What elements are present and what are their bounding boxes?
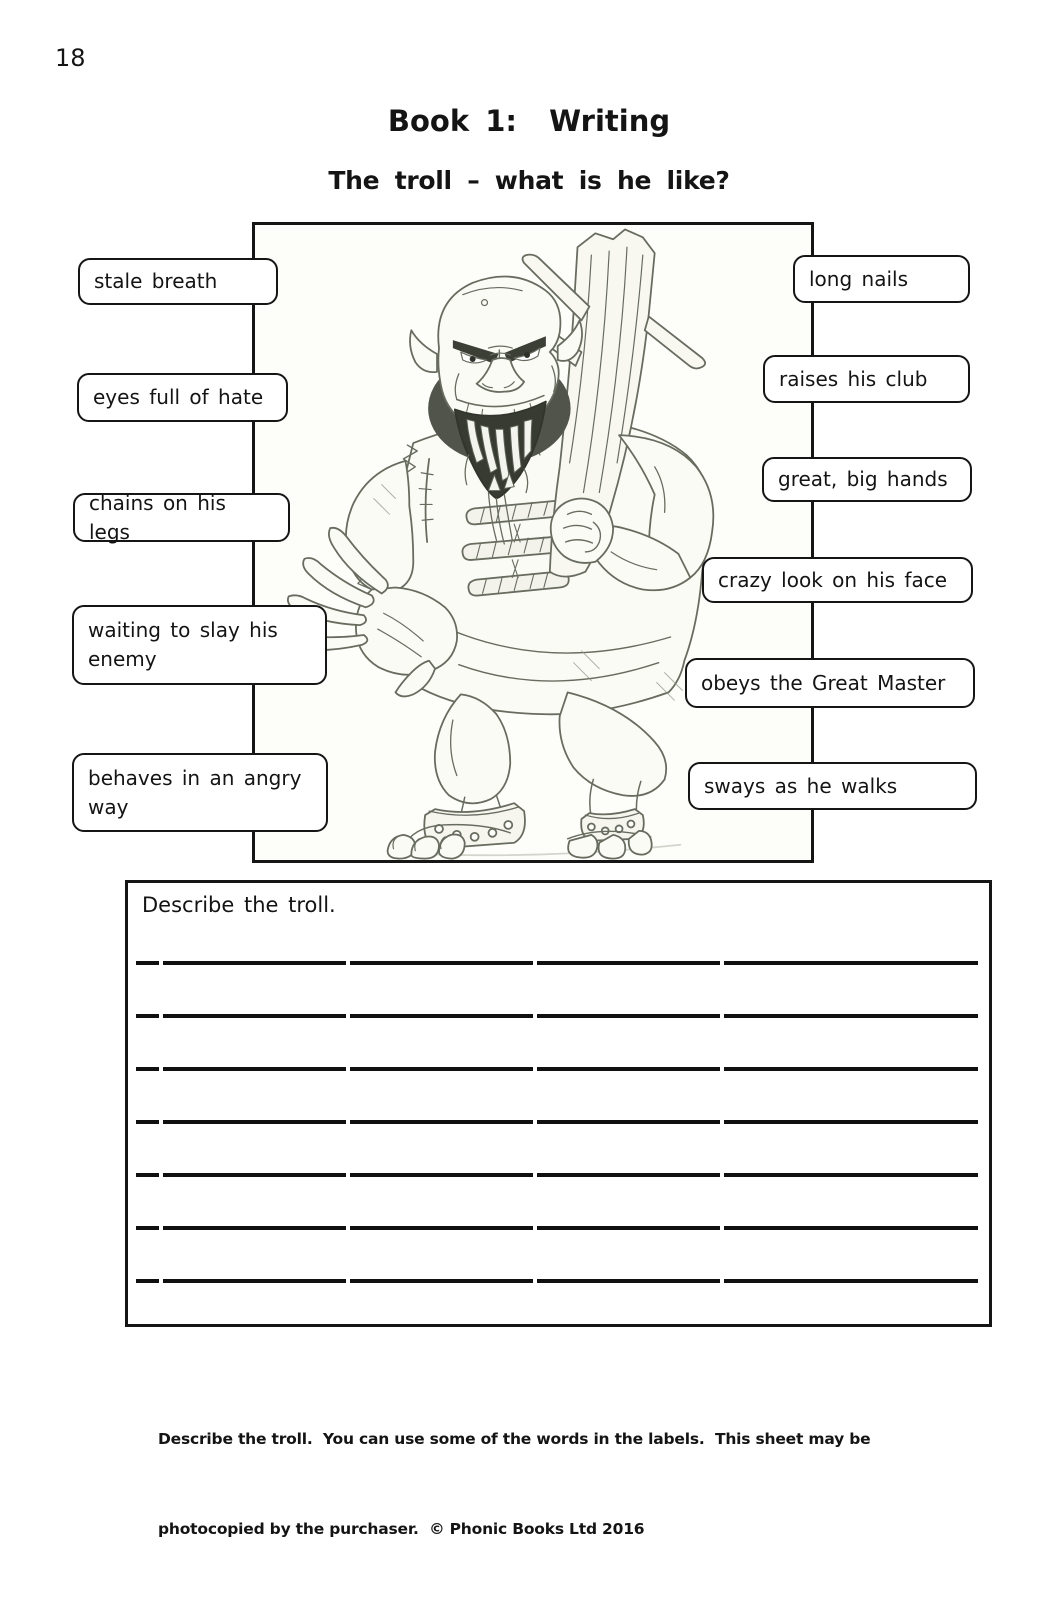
label-text: chains on his legs — [89, 490, 226, 544]
footer-line-1: Describe the troll. You can use some of the words in the labels. This sheet may be — [158, 1430, 871, 1448]
label-text: behaves in an angry way — [88, 765, 302, 819]
label-sways-as-he-walks — [688, 762, 977, 810]
page-subtitle: The troll – what is he like? — [328, 166, 730, 195]
writing-lines — [136, 961, 978, 1332]
label-eyes-full-of-hate — [77, 373, 288, 422]
label-text: obeys the Great Master — [701, 670, 946, 695]
label-stale-breath — [78, 258, 278, 305]
writing-line — [136, 961, 978, 965]
page-title: Book 1: Writing — [387, 104, 671, 138]
label-obeys-great-master — [685, 658, 975, 708]
label-behaves-angry — [72, 753, 328, 832]
writing-prompt: Describe the troll. — [142, 893, 336, 917]
footer-line-2: photocopied by the purchaser. © Phonic Books Ltd 2016 — [158, 1520, 645, 1538]
label-text: stale breath — [94, 269, 218, 293]
writing-line — [136, 1067, 978, 1071]
writing-box — [125, 880, 992, 1327]
label-text: crazy look on his face — [718, 567, 948, 592]
label-text: raises his club — [779, 366, 928, 391]
label-great-big-hands — [762, 457, 972, 502]
label-text: great, big hands — [778, 467, 948, 491]
footer-note — [158, 1364, 870, 1604]
label-chains-on-his-legs — [73, 490, 290, 544]
page-number: 18 — [55, 44, 86, 72]
label-text: eyes full of hate — [93, 385, 264, 409]
label-text: sways as he walks — [704, 773, 898, 798]
label-crazy-look — [702, 557, 973, 603]
label-waiting-to-slay — [72, 605, 327, 685]
label-text: waiting to slay his enemy — [88, 618, 278, 671]
writing-line — [136, 1173, 978, 1177]
label-raises-his-club — [763, 355, 970, 403]
label-text: long nails — [809, 266, 908, 291]
label-long-nails — [793, 255, 970, 303]
writing-line — [136, 1014, 978, 1018]
writing-line — [136, 1279, 978, 1283]
writing-line — [136, 1226, 978, 1230]
writing-line — [136, 1120, 978, 1124]
